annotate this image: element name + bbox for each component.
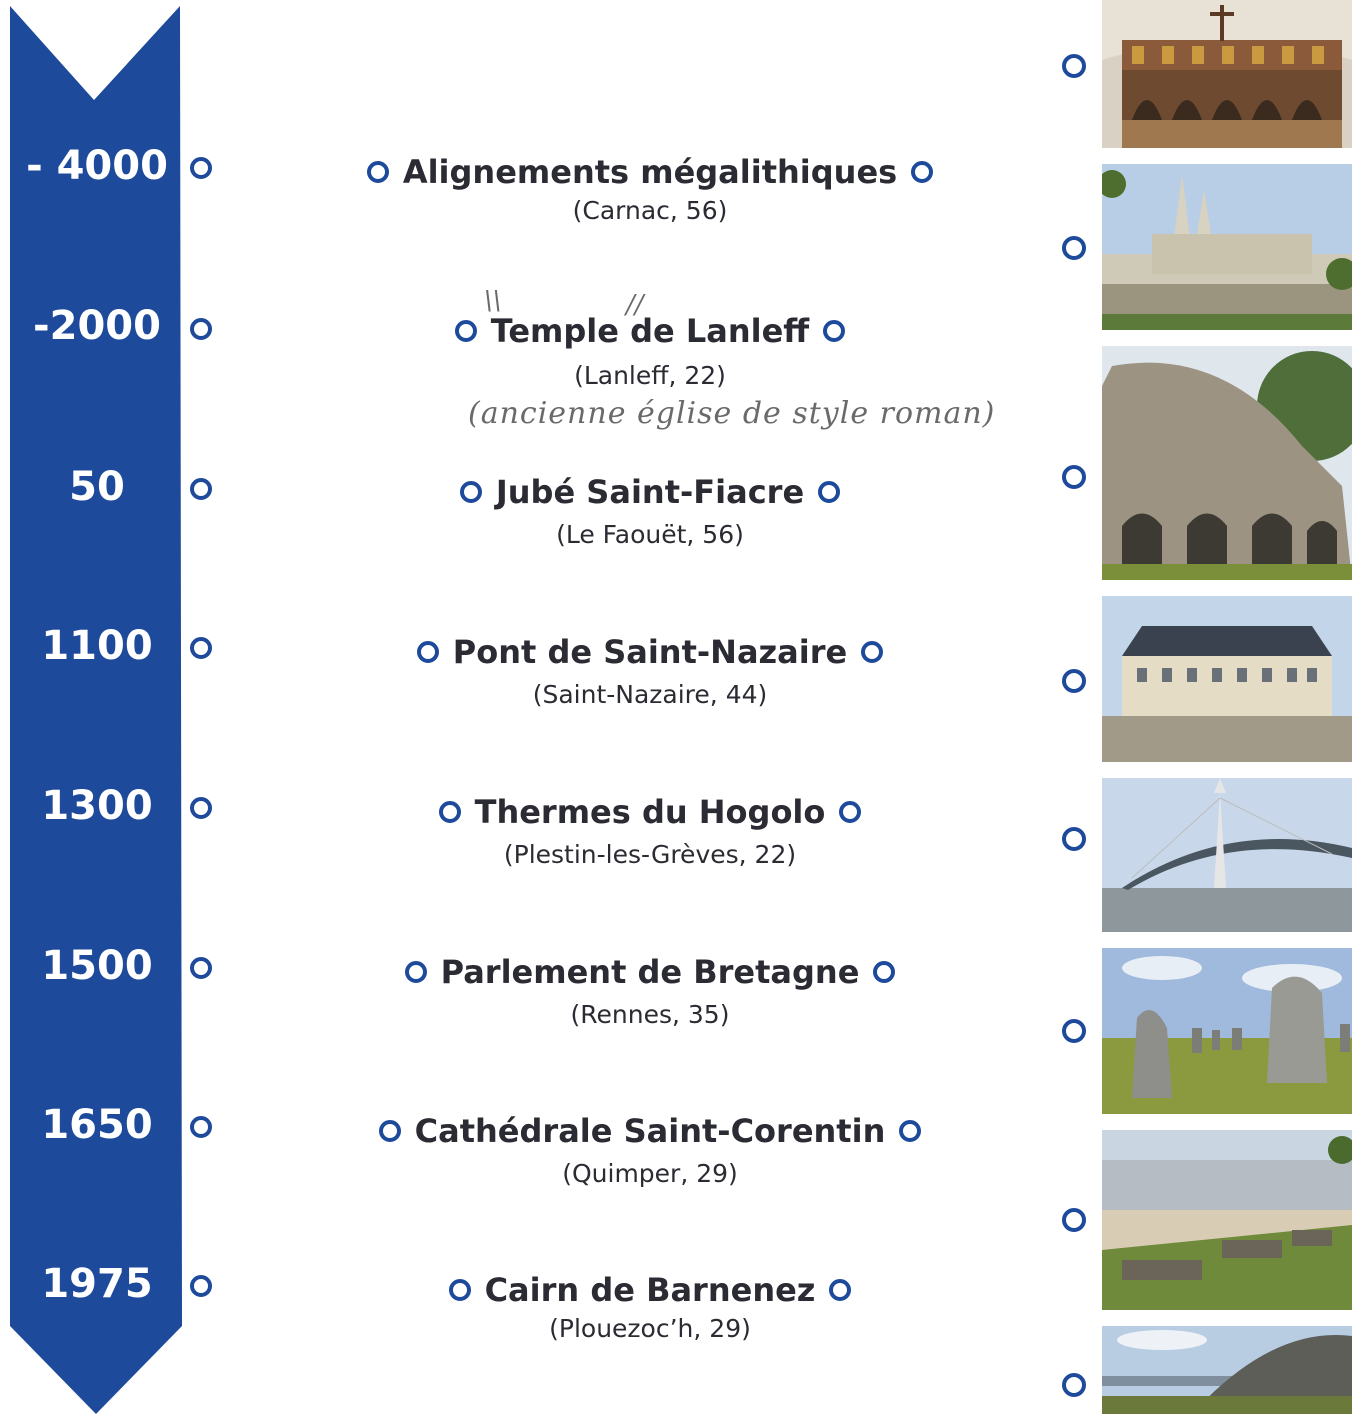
year-link-dot[interactable]: [190, 637, 212, 659]
photo-megaliths: [1102, 948, 1352, 1114]
year-link-dot[interactable]: [190, 1116, 212, 1138]
site-name: Alignements mégalithiques: [402, 153, 898, 191]
photo-rood-screen: [1102, 0, 1352, 148]
site-link-dot-right[interactable]: [873, 961, 895, 983]
photo-thermes: [1102, 1130, 1352, 1310]
photo-temple-ruins: [1102, 346, 1352, 580]
site-location: (Plestin-les-Grèves, 22): [503, 840, 797, 869]
handwritten-note: (ancienne église de style roman): [468, 396, 996, 431]
site-entry: [300, 792, 1000, 872]
photo-link-dot[interactable]: [1062, 1373, 1086, 1397]
site-entry: [300, 1111, 1000, 1191]
site-link-dot-right[interactable]: [818, 481, 840, 503]
site-link-dot-right[interactable]: [911, 161, 933, 183]
site-name: Temple de Lanleff: [490, 312, 810, 350]
year-link-dot[interactable]: [190, 957, 212, 979]
site-link-dot-right[interactable]: [829, 1279, 851, 1301]
site-link-dot-left[interactable]: [417, 641, 439, 663]
site-name: Parlement de Bretagne: [440, 953, 860, 991]
photo-link-dot[interactable]: [1062, 1019, 1086, 1043]
photo-link-dot[interactable]: [1062, 236, 1086, 260]
handwritten-quote-mark: \\: [484, 286, 502, 316]
timeline-year: -2000: [33, 303, 161, 349]
year-link-dot[interactable]: [190, 478, 212, 500]
site-link-dot-right[interactable]: [899, 1120, 921, 1142]
timeline-year: - 4000: [26, 143, 168, 189]
site-link-dot-left[interactable]: [405, 961, 427, 983]
site-location: (Quimper, 29): [562, 1159, 738, 1188]
timeline-arrow: [0, 0, 200, 1414]
site-location: (Plouezoc’h, 29): [549, 1314, 751, 1343]
site-entry: [300, 1270, 1000, 1346]
site-link-dot-left[interactable]: [367, 161, 389, 183]
site-entry: [300, 952, 1000, 1032]
timeline-year: 1650: [41, 1102, 153, 1148]
timeline-year: 50: [69, 464, 125, 510]
timeline-year: 1100: [41, 623, 153, 669]
site-link-dot-left[interactable]: [449, 1279, 471, 1301]
site-link-dot-right[interactable]: [839, 801, 861, 823]
site-link-dot-left[interactable]: [379, 1120, 401, 1142]
photo-parliament: [1102, 596, 1352, 762]
site-name: Jubé Saint-Fiacre: [495, 473, 805, 511]
photo-bridge: [1102, 778, 1352, 932]
year-link-dot[interactable]: [190, 797, 212, 819]
photo-link-dot[interactable]: [1062, 1208, 1086, 1232]
year-link-dot[interactable]: [190, 157, 212, 179]
site-link-dot-right[interactable]: [823, 320, 845, 342]
year-link-dot[interactable]: [190, 1275, 212, 1297]
photo-link-dot[interactable]: [1062, 54, 1086, 78]
site-location: (Carnac, 56): [572, 196, 728, 225]
site-entry: [300, 152, 1000, 228]
photo-link-dot[interactable]: [1062, 669, 1086, 693]
site-name: Thermes du Hogolo: [474, 793, 826, 831]
site-link-dot-left[interactable]: [460, 481, 482, 503]
site-name: Cathédrale Saint-Corentin: [414, 1112, 886, 1150]
site-location: (Lanleff, 22): [574, 361, 726, 390]
site-location: (Rennes, 35): [570, 1000, 730, 1029]
photo-cathedral: [1102, 164, 1352, 330]
site-name: Cairn de Barnenez: [484, 1271, 816, 1309]
photo-link-dot[interactable]: [1062, 465, 1086, 489]
site-link-dot-right[interactable]: [861, 641, 883, 663]
timeline-year: 1300: [41, 783, 153, 829]
site-entry: [300, 472, 1000, 552]
site-location: (Saint-Nazaire, 44): [532, 680, 768, 709]
site-link-dot-left[interactable]: [439, 801, 461, 823]
photo-link-dot[interactable]: [1062, 827, 1086, 851]
year-link-dot[interactable]: [190, 318, 212, 340]
site-name: Pont de Saint-Nazaire: [452, 633, 848, 671]
photo-cairn: [1102, 1326, 1352, 1414]
site-location: (Le Faouët, 56): [556, 520, 744, 549]
timeline-year: 1500: [41, 943, 153, 989]
site-link-dot-left[interactable]: [455, 320, 477, 342]
timeline-year: 1975: [41, 1261, 153, 1307]
handwritten-quote-mark: //: [626, 290, 644, 320]
site-entry: [300, 311, 1000, 393]
site-entry: [300, 632, 1000, 712]
